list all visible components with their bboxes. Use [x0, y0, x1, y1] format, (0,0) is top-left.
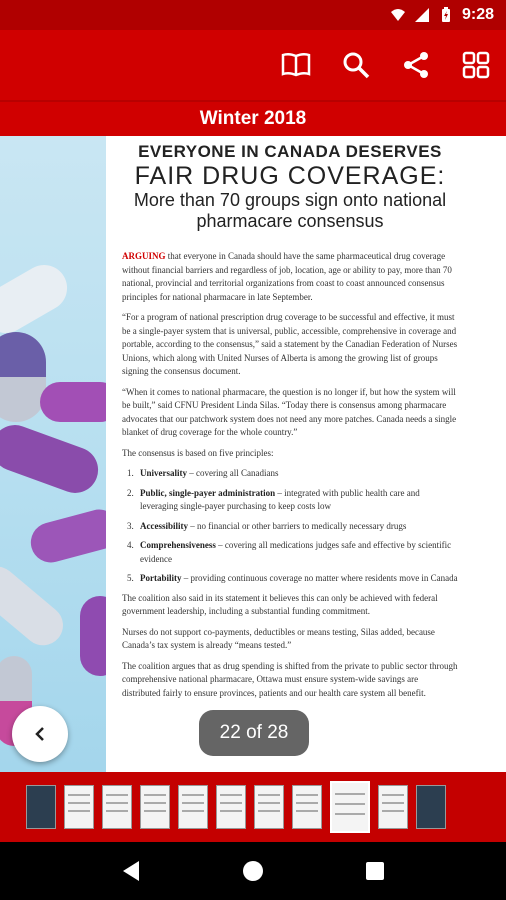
search-button[interactable]	[340, 49, 372, 81]
page-thumbnail[interactable]	[178, 785, 208, 829]
issue-title-bar	[0, 100, 506, 136]
clock: 9:28	[461, 6, 494, 23]
issue-title: Winter 2018	[199, 108, 307, 129]
nav-recents-button[interactable]	[355, 851, 395, 891]
home-circle-icon	[242, 860, 264, 882]
page-thumbnail[interactable]	[140, 785, 170, 829]
page-thumbnail[interactable]	[216, 785, 246, 829]
page-thumbnail[interactable]	[64, 785, 94, 829]
back-triangle-icon	[121, 860, 141, 882]
page-thumbnail[interactable]	[102, 785, 132, 829]
nav-home-button[interactable]	[233, 851, 273, 891]
grid-icon	[462, 51, 490, 79]
principles-list	[136, 467, 458, 586]
page-thumbnail[interactable]	[416, 785, 446, 829]
search-icon	[342, 51, 370, 79]
table-of-contents-button[interactable]	[280, 49, 312, 81]
battery-icon	[438, 7, 454, 23]
paragraph: “For a program of national prescription drug coverage to be successful and effective, it must be a single-payer system that is universal, public, accessible, comprehensive in coverage and portable, according to the consensus,” said a statement by the Canadian Federation of Nurses Unions, which along with United Nurses of Alberta is among the growing list of groups signing the consensus document.	[122, 312, 458, 376]
list-item: 3. Accessibility – no financial or other barriers to medically necessary drugs	[136, 520, 458, 534]
article-body	[122, 250, 458, 700]
subheadline: More than 70 groups sign onto national pharmacare consensus	[133, 190, 447, 231]
article-page	[106, 136, 506, 772]
list-item: 4. Comprehensiveness – covering all medications judges safe and effective by scientific evidence	[136, 539, 458, 566]
chevron-left-icon	[32, 726, 48, 742]
previous-page-button[interactable]	[12, 706, 68, 762]
share-icon	[402, 51, 430, 79]
headline-line-1: EVERYONE IN CANADA DESERVES	[138, 142, 442, 161]
signal-icon	[414, 7, 430, 23]
page-thumbnail[interactable]	[26, 785, 56, 829]
share-button[interactable]	[400, 49, 432, 81]
page-thumbnail[interactable]	[254, 785, 284, 829]
page-thumbnail[interactable]	[378, 785, 408, 829]
paragraph: The consensus is based on five principles:	[122, 447, 274, 458]
page-viewer[interactable]	[0, 136, 506, 772]
app-bar	[0, 30, 506, 100]
paragraph: The coalition argues that as drug spending is shifted from the private to public sector through comprehensive national pharmacare, Ottawa must ensure system-wide savings are distributed fairly to ensure provinces, patients and our health care system all benefit.	[122, 660, 458, 698]
pills-photo	[0, 136, 106, 772]
wifi-icon	[390, 7, 406, 23]
list-item: 2. Public, single-payer administration – integrated with public health care and leveraging single-payer purchasing to keep costs low	[136, 487, 458, 514]
paragraph: ARGUING that everyone in Canada should have the same pharmaceutical drug coverage without financial barriers and regardless of job, location, age or ability to pay, more than 70 national, provincial and territorial organizations from coast to coast announced consensus principles for national pharmacare in late September.	[122, 251, 452, 302]
system-nav-bar	[0, 842, 506, 900]
paragraph: Nurses do not support co-payments, deductibles or means testing, Silas added, because Canada’s tax system is already “means tested.”	[122, 626, 435, 650]
recents-square-icon	[365, 861, 385, 881]
lead-word: ARGUING	[122, 251, 166, 261]
thumbnail-strip[interactable]	[0, 772, 506, 842]
book-icon	[281, 52, 311, 78]
list-item: 5. Portability – providing continuous coverage no matter where residents move in Canada	[136, 572, 458, 586]
nav-back-button[interactable]	[111, 851, 151, 891]
headline-line-2: FAIR DRUG COVERAGE:	[134, 162, 446, 190]
paragraph: The coalition also said in its statement it believes this can only be achieved with federal government leadership, including a substantial funding commitment.	[122, 592, 438, 616]
list-item: 1. Universality – covering all Canadians	[136, 467, 458, 481]
paragraph: “When it comes to national pharmacare, the question is no longer if, but how the system will be built,” said CFNU President Linda Silas. “Today there is consensus among pharmacare advocates that our patchwork system does not need any more patches. Canada needs a single blanket of drug coverage for the whole country.”	[122, 386, 457, 437]
status-bar	[0, 0, 506, 30]
thumbnail-grid-button[interactable]	[460, 49, 492, 81]
page-thumbnail-current[interactable]	[330, 781, 370, 833]
page-indicator: 22 of 28	[199, 710, 309, 756]
page-thumbnail[interactable]	[292, 785, 322, 829]
